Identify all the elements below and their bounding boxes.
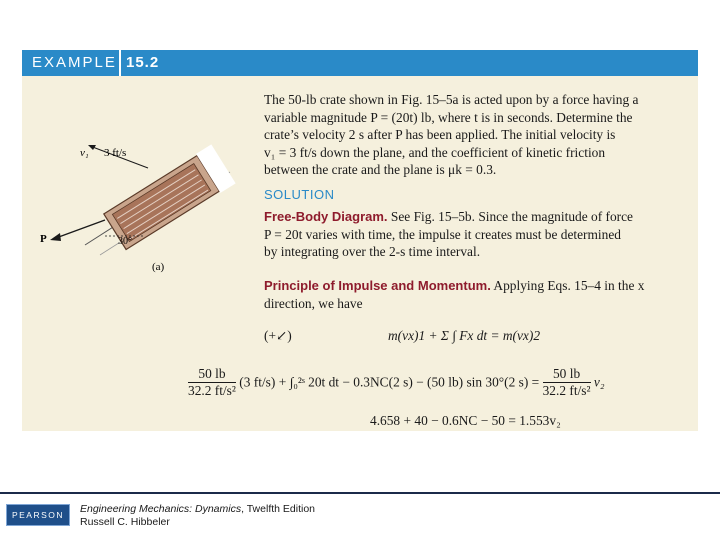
equation-1: m(vx)1 + Σ ∫ Fx dt = m(vx)2 [388, 328, 541, 343]
problem-line: crate’s velocity 2 s after P has been applied. The initial velocity is [264, 127, 616, 142]
book-author: Russell C. Hibbeler [80, 515, 170, 528]
problem-line: between the crate and the plane is μk = 0.3. [264, 162, 497, 177]
problem-line: v₁ = 3 ft/s down the plane, and the coefficient of kinetic friction [264, 144, 606, 160]
impulse-heading: Principle of Impulse and Momentum. [264, 278, 491, 293]
book-edition: , Twelfth Edition [241, 503, 316, 515]
solution-heading: SOLUTION [264, 187, 335, 202]
equation-2-middle: (3 ft/s) + ∫₀²ˢ 20t dt − 0.3NC(2 s) − (50 lb) sin 30°(2 s) = [239, 374, 540, 390]
publisher-name: PEARSON [11, 510, 65, 520]
footer-divider [0, 492, 720, 494]
fbd-line: See Fig. 15–5b. Since the magnitude of force [390, 209, 633, 224]
velocity-label: v₁ [80, 147, 89, 159]
fraction-numerator: 50 lb [188, 366, 236, 383]
direction-sign: (+↙) [264, 328, 292, 343]
header-divider [119, 50, 121, 76]
problem-line: variable magnitude P = (20t) lb, where t is in seconds. Determine the [264, 109, 633, 125]
impulse-line: direction, we have [264, 295, 363, 311]
fraction-denominator: 32.2 ft/s² [188, 383, 236, 398]
fbd-line: by integrating over the 2-s time interval. [264, 244, 481, 259]
book-credit [80, 503, 315, 528]
problem-statement [264, 91, 684, 179]
publisher-logo [6, 504, 70, 526]
angle-label: 30° [118, 236, 132, 247]
impulse-line: Applying Eqs. 15–4 in the x [493, 278, 645, 293]
force-arrowhead [50, 233, 61, 241]
force-label: P [40, 233, 47, 245]
crate-figure [30, 120, 255, 280]
velocity-value: 3 ft/s [104, 147, 127, 159]
fbd-paragraph [264, 208, 684, 261]
example-header-bar [22, 50, 698, 76]
equation-2-end: v₂ [593, 374, 605, 390]
fbd-heading: Free-Body Diagram. [264, 209, 388, 224]
equation-3: 4.658 + 40 − 0.6NC − 50 = 1.553v₂ [370, 413, 561, 428]
fraction-denominator: 32.2 ft/s² [542, 383, 591, 398]
example-number: 15.2 [126, 54, 160, 71]
problem-line: The 50-lb crate shown in Fig. 15–5a is acted upon by a force having a [264, 92, 639, 107]
figure-caption: (a) [152, 261, 165, 273]
equation-2 [188, 366, 605, 399]
fraction-numerator: 50 lb [543, 366, 591, 383]
example-label: EXAMPLE [32, 54, 117, 71]
book-title: Engineering Mechanics: Dynamics [80, 503, 242, 515]
force-arrow [56, 220, 105, 238]
fbd-line: P = 20t varies with time, the impulse it creates must be determined [264, 226, 621, 242]
impulse-paragraph [264, 277, 684, 312]
